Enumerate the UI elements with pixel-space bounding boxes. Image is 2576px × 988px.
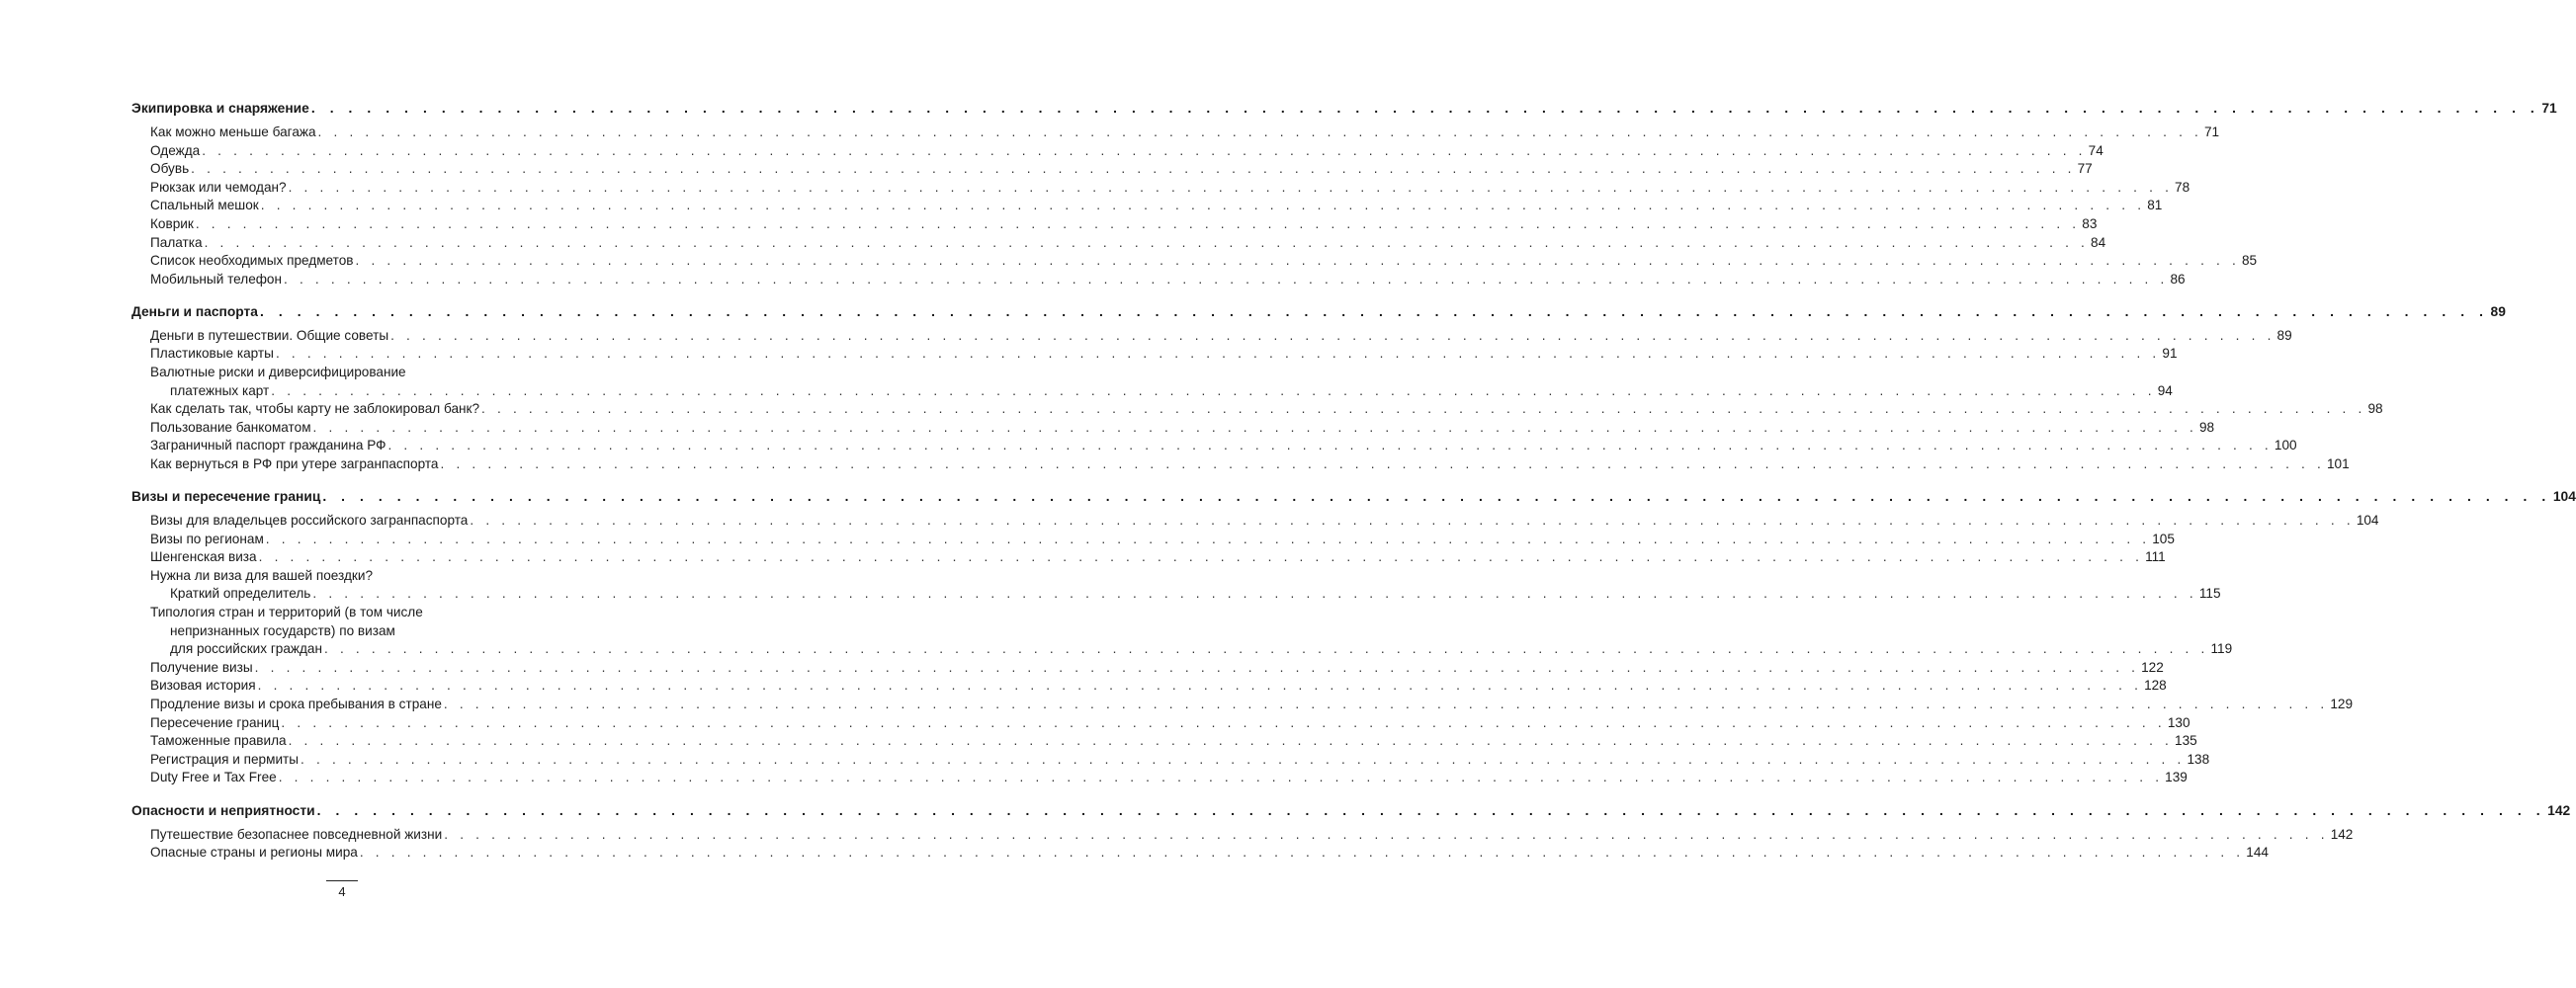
dot-leader: . . . . . . . . . . . . . . . . . . . . . . . . . . . . . . . . . . . . . . . . . . . . . . . . . . . . . . . . . . . . . . . . . . . . . . . . . . . . . . . . . . . . . . . . . . . . . . . . . . . . . . . . . . . . . . . . . . . . . . . . [440,456,2325,471]
toc-entry[interactable] [131,751,2210,770]
entry-title: Обувь [150,161,190,177]
entry-page: 86 [2170,271,2186,287]
dot-leader: . . . . . . . . . . . . . . . . . . . . . . . . . . . . . . . . . . . . . . . . . . . . . . . . . . . . . . . . . . . . . . . . . . . . . . . . . . . . . . . . . . . . . . . . . . . . . . . . . . . . . . . . . . . . . . . . . . . . . . . . [470,513,2355,529]
dot-leader: . . . . . . . . . . . . . . . . . . . . . . . . . . . . . . . . . . . . . . . . . . . . . . . . . . . . . . . . . . . . . . . . . . . . . . . . . . . . . . . . . . . . . . . . . . . . . . . . . . . . . . . . . . . . . . . . . . . . . . . . [317,124,2202,139]
entry-page: 138 [2187,751,2210,767]
entry-title: Шенгенская виза [150,549,257,565]
toc-entry[interactable] [131,345,2178,364]
toc-entry[interactable] [131,640,2233,659]
entry-title: для российских граждан [170,641,322,657]
table-of-contents [131,100,2576,876]
entry-page: 105 [2152,531,2175,546]
toc-entry[interactable] [131,382,2173,401]
entry-page: 130 [2167,714,2190,730]
toc-entry[interactable] [131,604,551,622]
entry-title: Путешествие безопаснее повседневной жизни [150,826,443,842]
section-page: 104 [2552,489,2576,505]
toc-entry[interactable] [131,769,2188,787]
entry-title: Как сделать так, чтобы карту не заблокировал банк? [150,401,480,417]
entry-page: 129 [2330,697,2354,712]
entry-title: Валютные риски и диверсифицирование [150,365,406,380]
toc-entry[interactable] [131,585,2221,604]
section-page: 71 [2541,101,2557,116]
entry-title: Как вернуться в РФ при утере загранпаспорта [150,456,439,471]
section-title: Опасности и неприятности [131,802,315,818]
dot-leader: . . . . . . . . . . . . . . . . . . . . . . . . . . . . . . . . . . . . . . . . . . . . . . . . . . . . . . . . . . . . . . . . . . . . . . . . . . . . . . . . . . . . . . . . . . . . . . . . . . . . . . . . . . . . . . . . . . . . . . . . [444,826,2329,842]
toc-section [131,802,2571,863]
section-heading[interactable] [131,488,2576,512]
toc-entry[interactable] [131,714,2190,733]
dot-leader: . . . . . . . . . . . . . . . . . . . . . . . . . . . . . . . . . . . . . . . . . . . . . . . . . . . . . . . . . . . . . . . . . . . . . . . . . . . . . . . . . . . . . . . . . . . . . . . . . . . . . . . . . . . . . . . . . . . . . . . . [281,714,2166,730]
dot-leader: . . . . . . . . . . . . . . . . . . . . . . . . . . . . . . . . . . . . . . . . . . . . . . . . . . . . . . . . . . . . . . . . . . . . . . . . . . . . . . . . . . . . . . . . . . . . . . . . . . . . . . . . . . . . . . . . . . . . . . . . [443,697,2329,712]
entry-title: Коврик [150,215,194,231]
toc-entry[interactable] [131,400,2383,419]
section-page: 89 [2490,303,2506,319]
entry-page: 84 [2091,234,2106,250]
entry-page: 115 [2198,586,2221,602]
toc-entry[interactable] [131,732,2197,751]
entry-title: Заграничный паспорт гражданина РФ [150,438,386,453]
entry-page: 78 [2175,179,2190,195]
entry-title: Продление визы и срока пребывания в стране [150,697,442,712]
toc-entry[interactable] [131,548,2166,567]
dot-leader: . . . . . . . . . . . . . . . . . . . . . . . . . . . . . . . . . . . . . . . . . . . . . . . . . . . . . . . . . . . . . . . . . . . . . . . . . . . . . . . . . . . . . . . . . . . . . . . . . . . . . . . . . . . . . . . . . . . . . . . . [310,101,2540,116]
toc-entry[interactable] [131,364,551,382]
section-title: Экипировка и снаряжение [131,101,309,116]
toc-entry[interactable] [131,696,2354,714]
toc-entry[interactable] [131,826,2354,845]
entry-title: Как можно меньше багажа [150,124,316,139]
dot-leader: . . . . . . . . . . . . . . . . . . . . . . . . . . . . . . . . . . . . . . . . . . . . . . . . . . . . . . . . . . . . . . . . . . . . . . . . . . . . . . . . . . . . . . . . . . . . . . . . . . . . . . . . . . . . . . . . . . . . . . . . [355,253,2240,269]
entry-page: 101 [2326,456,2350,471]
entry-title: Нужна ли виза для вашей поездки? [150,567,374,583]
section-heading[interactable] [131,303,2506,327]
toc-entry[interactable] [131,234,2106,253]
dot-leader: . . . . . . . . . . . . . . . . . . . . . . . . . . . . . . . . . . . . . . . . . . . . . . . . . . . . . . . . . . . . . . . . . . . . . . . . . . . . . . . . . . . . . . . . . . . . . . . . . . . . . . . . . . . . . . . . . . . . . . . . [387,438,2273,453]
entry-title: Опасные страны и регионы мира [150,845,358,861]
dot-leader: . . . . . . . . . . . . . . . . . . . . . . . . . . . . . . . . . . . . . . . . . . . . . . . . . . . . . . . . . . . . . . . . . . . . . . . . . . . . . . . . . . . . . . . . . . . . . . . . . . . . . . . . . . . . . . . . . . . . . . . . [195,215,2081,231]
dot-leader: . . . . . . . . . . . . . . . . . . . . . . . . . . . . . . . . . . . . . . . . . . . . . . . . . . . . . . . . . . . . . . . . . . . . . . . . . . . . . . . . . . . . . . . . . . . . . . . . . . . . . . . . . . . . . . . . . . . . . . . . [275,346,2161,362]
dot-leader: . . . . . . . . . . . . . . . . . . . . . . . . . . . . . . . . . . . . . . . . . . . . . . . . . . . . . . . . . . . . . . . . . . . . . . . . . . . . . . . . . . . . . . . . . . . . . . . . . . . . . . . . . . . . . . . . . . . . . . . . [359,845,2245,861]
dot-leader: . . . . . . . . . . . . . . . . . . . . . . . . . . . . . . . . . . . . . . . . . . . . . . . . . . . . . . . . . . . . . . . . . . . . . . . . . . . . . . . . . . . . . . . . . . . . . . . . . . . . . . . . . . . . . . . . . . . . . . . . [316,802,2546,818]
dot-leader: . . . . . . . . . . . . . . . . . . . . . . . . . . . . . . . . . . . . . . . . . . . . . . . . . . . . . . . . . . . . . . . . . . . . . . . . . . . . . . . . . . . . . . . . . . . . . . . . . . . . . . . . . . . . . . . . . . . . . . . . [259,303,2489,319]
toc-entry[interactable] [131,844,2269,863]
toc-section [131,100,2557,288]
entry-title: Рюкзак или чемодан? [150,179,287,195]
toc-entry[interactable] [131,531,2175,549]
entry-title: Получение визы [150,659,253,675]
section-page: 142 [2547,802,2571,818]
dot-leader: . . . . . . . . . . . . . . . . . . . . . . . . . . . . . . . . . . . . . . . . . . . . . . . . . . . . . . . . . . . . . . . . . . . . . . . . . . . . . . . . . . . . . . . . . . . . . . . . . . . . . . . . . . . . . . . . . . . . . . . . [278,770,2164,785]
toc-entry[interactable] [131,197,2163,215]
dot-leader: . . . . . . . . . . . . . . . . . . . . . . . . . . . . . . . . . . . . . . . . . . . . . . . . . . . . . . . . . . . . . . . . . . . . . . . . . . . . . . . . . . . . . . . . . . . . . . . . . . . . . . . . . . . . . . . . . . . . . . . . [204,234,2090,250]
entry-page: 100 [2274,438,2297,453]
entry-page: 98 [2199,419,2215,435]
entry-title: Пластиковые карты [150,346,274,362]
entry-title: Типология стран и территорий (в том числе [150,605,423,620]
toc-entry[interactable] [131,659,2164,678]
dot-leader: . . . . . . . . . . . . . . . . . . . . . . . . . . . . . . . . . . . . . . . . . . . . . . . . . . . . . . . . . . . . . . . . . . . . . . . . . . . . . . . . . . . . . . . . . . . . . . . . . . . . . . . . . . . . . . . . . . . . . . . . [191,161,2076,177]
entry-page: 142 [2330,826,2354,842]
toc-entry[interactable] [131,437,2297,455]
entry-page: 128 [2144,678,2167,694]
dot-leader: . . . . . . . . . . . . . . . . . . . . . . . . . . . . . . . . . . . . . . . . . . . . . . . . . . . . . . . . . . . . . . . . . . . . . . . . . . . . . . . . . . . . . . . . . . . . . . . . . . . . . . . . . . . . . . . . . . . . . . . . [481,401,2366,417]
entry-title: Спальный мешок [150,198,259,213]
dot-leader: . . . . . . . . . . . . . . . . . . . . . . . . . . . . . . . . . . . . . . . . . . . . . . . . . . . . . . . . . . . . . . . . . . . . . . . . . . . . . . . . . . . . . . . . . . . . . . . . . . . . . . . . . . . . . . . . . . . . . . . . [312,419,2197,435]
entry-title: Пользование банкоматом [150,419,311,435]
dot-leader: . . . . . . . . . . . . . . . . . . . . . . . . . . . . . . . . . . . . . . . . . . . . . . . . . . . . . . . . . . . . . . . . . . . . . . . . . . . . . . . . . . . . . . . . . . . . . . . . . . . . . . . . . . . . . . . . . . . . . . . . [322,489,2551,505]
toc-entry[interactable] [131,677,2167,696]
entry-page: 104 [2356,513,2379,529]
entry-page: 135 [2175,733,2197,749]
entry-page: 74 [2088,142,2104,158]
section-heading[interactable] [131,802,2571,826]
dot-leader: . . . . . . . . . . . . . . . . . . . . . . . . . . . . . . . . . . . . . . . . . . . . . . . . . . . . . . . . . . . . . . . . . . . . . . . . . . . . . . . . . . . . . . . . . . . . . . . . . . . . . . . . . . . . . . . . . . . . . . . . [288,179,2174,195]
entry-page: 98 [2367,401,2383,417]
entry-title: Пересечение границ [150,714,280,730]
dot-leader: . . . . . . . . . . . . . . . . . . . . . . . . . . . . . . . . . . . . . . . . . . . . . . . . . . . . . . . . . . . . . . . . . . . . . . . . . . . . . . . . . . . . . . . . . . . . . . . . . . . . . . . . . . . . . . . . . . . . . . . . [390,327,2275,343]
dot-leader: . . . . . . . . . . . . . . . . . . . . . . . . . . . . . . . . . . . . . . . . . . . . . . . . . . . . . . . . . . . . . . . . . . . . . . . . . . . . . . . . . . . . . . . . . . . . . . . . . . . . . . . . . . . . . . . . . . . . . . . . [258,549,2144,565]
toc-section [131,488,2576,787]
toc-entry[interactable] [131,179,2190,198]
entry-page: 139 [2165,770,2188,785]
dot-leader: . . . . . . . . . . . . . . . . . . . . . . . . . . . . . . . . . . . . . . . . . . . . . . . . . . . . . . . . . . . . . . . . . . . . . . . . . . . . . . . . . . . . . . . . . . . . . . . . . . . . . . . . . . . . . . . . . . . . . . . . [284,271,2169,287]
toc-entry[interactable] [131,455,2350,474]
entry-page: 81 [2147,198,2163,213]
toc-entry[interactable] [131,124,2220,142]
toc-section [131,303,2506,474]
entry-title: Визовая история [150,678,256,694]
toc-entry[interactable] [131,567,551,586]
entry-title: платежных карт [170,382,270,398]
dot-leader: . . . . . . . . . . . . . . . . . . . . . . . . . . . . . . . . . . . . . . . . . . . . . . . . . . . . . . . . . . . . . . . . . . . . . . . . . . . . . . . . . . . . . . . . . . . . . . . . . . . . . . . . . . . . . . . . . . . . . . . . [254,659,2140,675]
toc-entry[interactable] [131,160,2093,179]
entry-page: 111 [2145,549,2166,565]
dot-leader: . . . . . . . . . . . . . . . . . . . . . . . . . . . . . . . . . . . . . . . . . . . . . . . . . . . . . . . . . . . . . . . . . . . . . . . . . . . . . . . . . . . . . . . . . . . . . . . . . . . . . . . . . . . . . . . . . . . . . . . . [265,531,2151,546]
entry-page: 83 [2082,215,2098,231]
section-title: Деньги и паспорта [131,303,258,319]
entry-page: 144 [2246,845,2269,861]
toc-entry[interactable] [131,215,2098,234]
entry-title: Регистрация и пермиты [150,751,300,767]
dot-leader: . . . . . . . . . . . . . . . . . . . . . . . . . . . . . . . . . . . . . . . . . . . . . . . . . . . . . . . . . . . . . . . . . . . . . . . . . . . . . . . . . . . . . . . . . . . . . . . . . . . . . . . . . . . . . . . . . . . . . . . . [288,733,2174,749]
dot-leader: . . . . . . . . . . . . . . . . . . . . . . . . . . . . . . . . . . . . . . . . . . . . . . . . . . . . . . . . . . . . . . . . . . . . . . . . . . . . . . . . . . . . . . . . . . . . . . . . . . . . . . . . . . . . . . . . . . . . . . . . [271,382,2156,398]
entry-page: 91 [2162,346,2178,362]
entry-title: Одежда [150,142,201,158]
entry-page: 122 [2141,659,2164,675]
entry-title: Мобильный телефон [150,271,283,287]
entry-title: Деньги в путешествии. Общие советы [150,327,389,343]
toc-entry[interactable] [131,252,2258,271]
dot-leader: . . . . . . . . . . . . . . . . . . . . . . . . . . . . . . . . . . . . . . . . . . . . . . . . . . . . . . . . . . . . . . . . . . . . . . . . . . . . . . . . . . . . . . . . . . . . . . . . . . . . . . . . . . . . . . . . . . . . . . . . [260,198,2146,213]
section-title: Визы и пересечение границ [131,489,321,505]
dot-leader: . . . . . . . . . . . . . . . . . . . . . . . . . . . . . . . . . . . . . . . . . . . . . . . . . . . . . . . . . . . . . . . . . . . . . . . . . . . . . . . . . . . . . . . . . . . . . . . . . . . . . . . . . . . . . . . . . . . . . . . . [312,586,2197,602]
page-number: 4 [326,880,358,899]
toc-entry[interactable] [131,327,2292,346]
toc-entry[interactable] [131,622,551,641]
entry-page: 119 [2210,641,2233,657]
dot-leader: . . . . . . . . . . . . . . . . . . . . . . . . . . . . . . . . . . . . . . . . . . . . . . . . . . . . . . . . . . . . . . . . . . . . . . . . . . . . . . . . . . . . . . . . . . . . . . . . . . . . . . . . . . . . . . . . . . . . . . . . [301,751,2186,767]
entry-title: Визы для владельцев российского загранпаспорта [150,513,469,529]
toc-entry[interactable] [131,512,2379,531]
entry-title: Визы по регионам [150,531,264,546]
entry-page: 94 [2157,382,2173,398]
entry-title: Таможенные правила [150,733,287,749]
dot-leader: . . . . . . . . . . . . . . . . . . . . . . . . . . . . . . . . . . . . . . . . . . . . . . . . . . . . . . . . . . . . . . . . . . . . . . . . . . . . . . . . . . . . . . . . . . . . . . . . . . . . . . . . . . . . . . . . . . . . . . . . [324,641,2209,657]
entry-title: Duty Free и Tax Free [150,770,277,785]
dot-leader: . . . . . . . . . . . . . . . . . . . . . . . . . . . . . . . . . . . . . . . . . . . . . . . . . . . . . . . . . . . . . . . . . . . . . . . . . . . . . . . . . . . . . . . . . . . . . . . . . . . . . . . . . . . . . . . . . . . . . . . . [202,142,2087,158]
toc-entry[interactable] [131,419,2215,438]
entry-page: 71 [2204,124,2220,139]
entry-title: непризнанных государств) по визам [170,622,395,638]
entry-title: Палатка [150,234,203,250]
entry-page: 85 [2241,253,2258,269]
toc-entry[interactable] [131,271,2186,289]
entry-page: 89 [2276,327,2292,343]
dot-leader: . . . . . . . . . . . . . . . . . . . . . . . . . . . . . . . . . . . . . . . . . . . . . . . . . . . . . . . . . . . . . . . . . . . . . . . . . . . . . . . . . . . . . . . . . . . . . . . . . . . . . . . . . . . . . . . . . . . . . . . . [257,678,2143,694]
entry-page: 77 [2077,161,2093,177]
entry-title: Список необходимых предметов [150,253,354,269]
toc-entry[interactable] [131,142,2104,161]
section-heading[interactable] [131,100,2557,124]
entry-title: Краткий определитель [170,586,311,602]
